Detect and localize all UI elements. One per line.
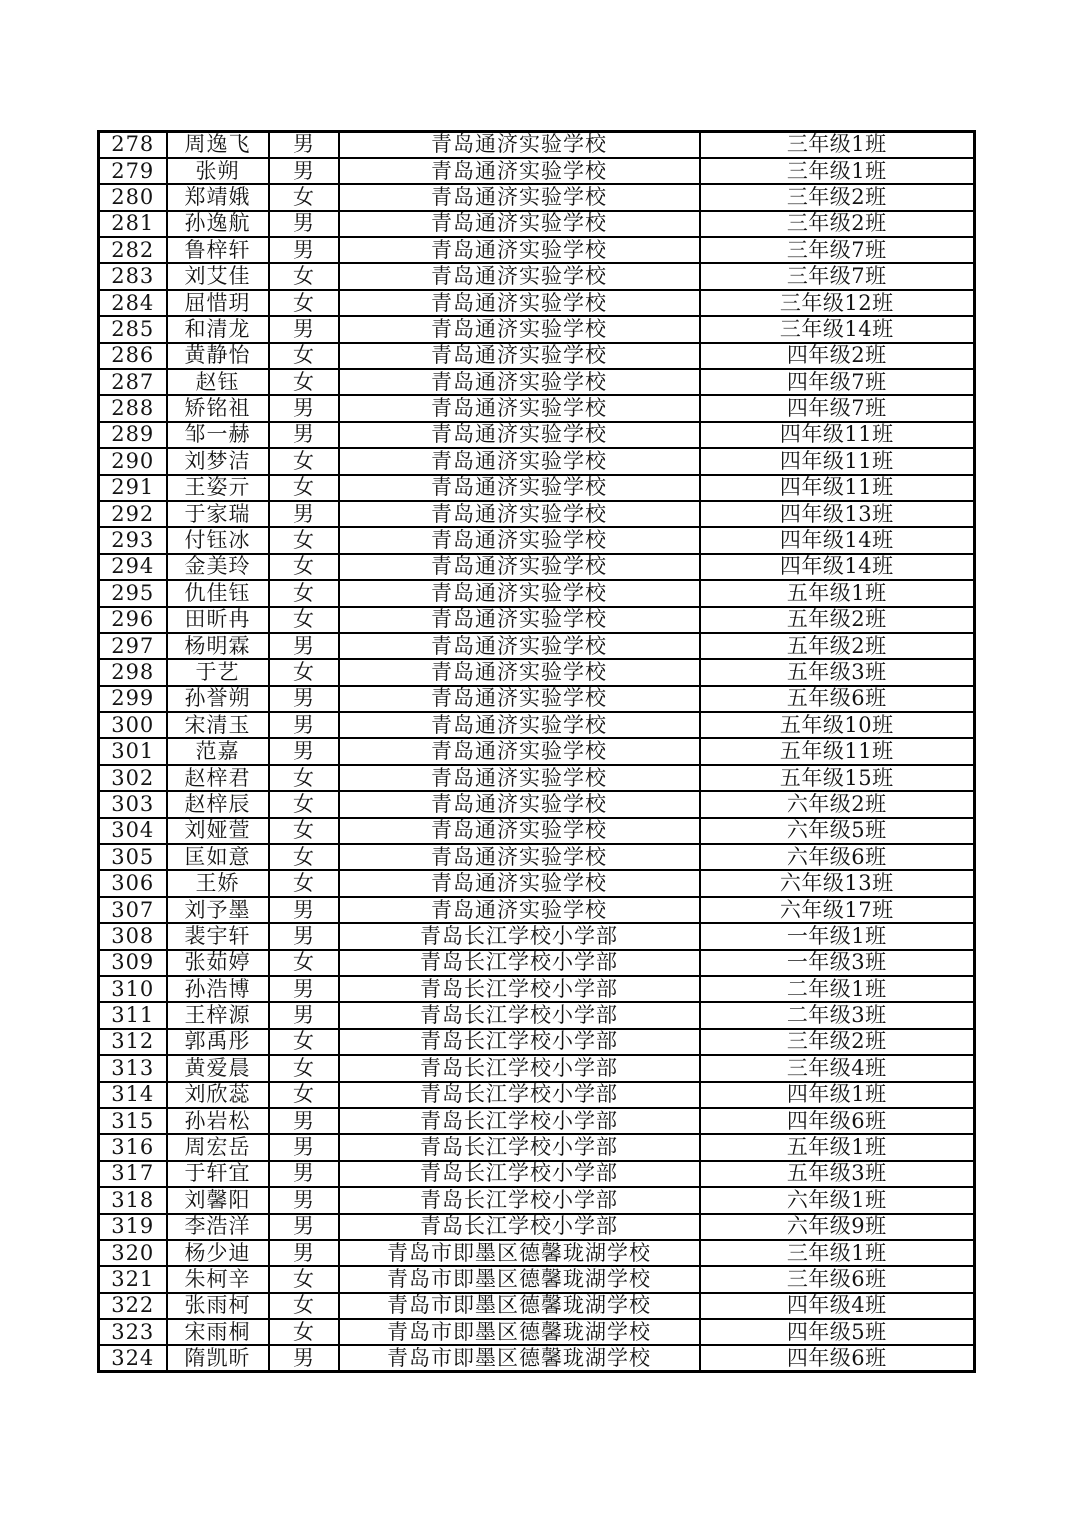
cell-school: 青岛长江学校小学部 [339,1002,700,1028]
cell-student-name: 孙岩松 [167,1108,269,1134]
cell-serial-number: 281 [99,211,167,237]
cell-student-name: 张雨柯 [167,1293,269,1319]
table-row [99,1134,975,1160]
cell-class: 五年级2班 [700,607,975,633]
cell-class: 六年级1班 [700,1187,975,1213]
cell-class: 二年级1班 [700,976,975,1002]
cell-student-name: 周逸飞 [167,132,269,158]
cell-gender: 男 [269,1161,339,1187]
cell-class: 四年级11班 [700,422,975,448]
cell-serial-number: 318 [99,1187,167,1213]
cell-student-name: 赵梓君 [167,765,269,791]
cell-student-name: 和清龙 [167,316,269,342]
cell-student-name: 黄静怡 [167,343,269,369]
cell-gender: 男 [269,1108,339,1134]
cell-student-name: 王姿亓 [167,475,269,501]
cell-serial-number: 324 [99,1345,167,1371]
cell-student-name: 赵钰 [167,369,269,395]
cell-gender: 女 [269,263,339,289]
cell-school: 青岛通济实验学校 [339,659,700,685]
cell-school: 青岛通济实验学校 [339,132,700,158]
cell-serial-number: 290 [99,448,167,474]
cell-student-name: 杨明霖 [167,633,269,659]
cell-student-name: 刘欣蕊 [167,1082,269,1108]
cell-school: 青岛长江学校小学部 [339,1082,700,1108]
cell-serial-number: 308 [99,923,167,949]
cell-serial-number: 310 [99,976,167,1002]
cell-serial-number: 322 [99,1293,167,1319]
cell-student-name: 付钰冰 [167,527,269,553]
cell-serial-number: 286 [99,343,167,369]
cell-serial-number: 289 [99,422,167,448]
table-row [99,633,975,659]
table-row [99,1214,975,1240]
cell-school: 青岛通济实验学校 [339,422,700,448]
cell-class: 四年级14班 [700,527,975,553]
cell-student-name: 宋雨桐 [167,1319,269,1345]
table-row [99,765,975,791]
table-row [99,448,975,474]
table-row [99,1161,975,1187]
table-row [99,422,975,448]
cell-class: 五年级3班 [700,1161,975,1187]
cell-school: 青岛长江学校小学部 [339,923,700,949]
cell-class: 三年级4班 [700,1055,975,1081]
cell-serial-number: 287 [99,369,167,395]
cell-student-name: 张茹婷 [167,950,269,976]
cell-student-name: 刘予墨 [167,897,269,923]
table-row [99,501,975,527]
cell-gender: 男 [269,1345,339,1371]
cell-serial-number: 314 [99,1082,167,1108]
cell-class: 三年级1班 [700,158,975,184]
cell-student-name: 屈惜玥 [167,290,269,316]
cell-serial-number: 304 [99,818,167,844]
cell-school: 青岛长江学校小学部 [339,1029,700,1055]
cell-class: 四年级14班 [700,554,975,580]
cell-student-name: 于轩宜 [167,1161,269,1187]
table-row [99,1345,975,1371]
cell-school: 青岛市即墨区德馨珑湖学校 [339,1293,700,1319]
cell-serial-number: 295 [99,580,167,606]
cell-serial-number: 303 [99,791,167,817]
cell-class: 四年级11班 [700,475,975,501]
cell-serial-number: 320 [99,1240,167,1266]
cell-student-name: 赵梓辰 [167,791,269,817]
cell-gender: 男 [269,395,339,421]
cell-gender: 男 [269,1240,339,1266]
cell-student-name: 矫铭祖 [167,395,269,421]
cell-class: 三年级7班 [700,263,975,289]
cell-serial-number: 288 [99,395,167,421]
cell-serial-number: 313 [99,1055,167,1081]
cell-school: 青岛通济实验学校 [339,712,700,738]
cell-gender: 女 [269,184,339,210]
cell-school: 青岛通济实验学校 [339,765,700,791]
cell-school: 青岛通济实验学校 [339,475,700,501]
cell-student-name: 裴宇轩 [167,923,269,949]
cell-serial-number: 293 [99,527,167,553]
table-row [99,659,975,685]
cell-class: 三年级2班 [700,211,975,237]
cell-school: 青岛长江学校小学部 [339,1108,700,1134]
cell-gender: 女 [269,950,339,976]
cell-serial-number: 279 [99,158,167,184]
cell-gender: 男 [269,976,339,1002]
cell-gender: 女 [269,1266,339,1292]
cell-student-name: 金美玲 [167,554,269,580]
cell-school: 青岛长江学校小学部 [339,1055,700,1081]
cell-gender: 女 [269,1029,339,1055]
cell-class: 六年级6班 [700,844,975,870]
table-row [99,950,975,976]
cell-class: 五年级15班 [700,765,975,791]
cell-class: 四年级13班 [700,501,975,527]
table-row [99,554,975,580]
cell-school: 青岛通济实验学校 [339,316,700,342]
cell-class: 六年级5班 [700,818,975,844]
cell-gender: 女 [269,475,339,501]
cell-gender: 女 [269,1082,339,1108]
cell-school: 青岛市即墨区德馨珑湖学校 [339,1240,700,1266]
cell-gender: 女 [269,765,339,791]
cell-gender: 女 [269,580,339,606]
cell-gender: 男 [269,712,339,738]
table-row [99,1082,975,1108]
cell-class: 三年级2班 [700,1029,975,1055]
table-row [99,1002,975,1028]
cell-student-name: 刘艾佳 [167,263,269,289]
cell-serial-number: 316 [99,1134,167,1160]
cell-class: 五年级2班 [700,633,975,659]
cell-class: 五年级10班 [700,712,975,738]
cell-gender: 女 [269,1293,339,1319]
cell-gender: 女 [269,818,339,844]
table-row [99,738,975,764]
cell-school: 青岛长江学校小学部 [339,1214,700,1240]
cell-student-name: 孙誉朔 [167,686,269,712]
cell-school: 青岛通济实验学校 [339,501,700,527]
cell-gender: 男 [269,501,339,527]
table-row [99,844,975,870]
cell-school: 青岛市即墨区德馨珑湖学校 [339,1266,700,1292]
cell-student-name: 田昕冉 [167,607,269,633]
cell-school: 青岛长江学校小学部 [339,1187,700,1213]
cell-school: 青岛长江学校小学部 [339,950,700,976]
cell-class: 六年级13班 [700,870,975,896]
cell-class: 四年级6班 [700,1345,975,1371]
cell-class: 五年级11班 [700,738,975,764]
cell-gender: 男 [269,633,339,659]
table-row [99,686,975,712]
cell-gender: 女 [269,527,339,553]
cell-class: 四年级1班 [700,1082,975,1108]
cell-serial-number: 312 [99,1029,167,1055]
cell-gender: 女 [269,1319,339,1345]
cell-serial-number: 317 [99,1161,167,1187]
cell-school: 青岛长江学校小学部 [339,1134,700,1160]
cell-serial-number: 323 [99,1319,167,1345]
cell-class: 四年级6班 [700,1108,975,1134]
table-row [99,395,975,421]
cell-school: 青岛通济实验学校 [339,738,700,764]
cell-school: 青岛通济实验学校 [339,290,700,316]
cell-school: 青岛通济实验学校 [339,184,700,210]
cell-class: 五年级1班 [700,1134,975,1160]
cell-school: 青岛通济实验学校 [339,791,700,817]
cell-gender: 男 [269,1002,339,1028]
cell-school: 青岛通济实验学校 [339,395,700,421]
table-row [99,184,975,210]
cell-student-name: 宋清玉 [167,712,269,738]
cell-student-name: 王娇 [167,870,269,896]
table-row [99,712,975,738]
cell-serial-number: 309 [99,950,167,976]
table-row [99,316,975,342]
cell-class: 四年级7班 [700,395,975,421]
table-row [99,870,975,896]
table-row [99,1187,975,1213]
cell-school: 青岛长江学校小学部 [339,976,700,1002]
cell-serial-number: 282 [99,237,167,263]
cell-serial-number: 319 [99,1214,167,1240]
cell-gender: 男 [269,923,339,949]
cell-serial-number: 297 [99,633,167,659]
cell-school: 青岛通济实验学校 [339,686,700,712]
cell-gender: 男 [269,422,339,448]
roster-body [99,132,975,1372]
table-row [99,237,975,263]
cell-school: 青岛市即墨区德馨珑湖学校 [339,1345,700,1371]
cell-gender: 女 [269,607,339,633]
cell-serial-number: 280 [99,184,167,210]
cell-gender: 女 [269,343,339,369]
cell-school: 青岛通济实验学校 [339,448,700,474]
table-row [99,607,975,633]
cell-student-name: 鲁梓轩 [167,237,269,263]
table-row [99,1029,975,1055]
cell-school: 青岛通济实验学校 [339,554,700,580]
cell-serial-number: 294 [99,554,167,580]
table-row [99,527,975,553]
cell-student-name: 孙浩博 [167,976,269,1002]
table-row [99,1055,975,1081]
cell-serial-number: 306 [99,870,167,896]
cell-student-name: 邹一赫 [167,422,269,448]
cell-class: 三年级7班 [700,237,975,263]
cell-class: 六年级9班 [700,1214,975,1240]
cell-student-name: 隋凯昕 [167,1345,269,1371]
cell-gender: 女 [269,1055,339,1081]
cell-student-name: 孙逸航 [167,211,269,237]
cell-school: 青岛通济实验学校 [339,580,700,606]
cell-school: 青岛通济实验学校 [339,870,700,896]
table-row [99,211,975,237]
cell-gender: 男 [269,237,339,263]
cell-gender: 女 [269,448,339,474]
cell-school: 青岛通济实验学校 [339,818,700,844]
cell-class: 六年级2班 [700,791,975,817]
cell-school: 青岛通济实验学校 [339,527,700,553]
cell-class: 四年级4班 [700,1293,975,1319]
table-row [99,1293,975,1319]
cell-gender: 男 [269,738,339,764]
cell-serial-number: 291 [99,475,167,501]
cell-serial-number: 311 [99,1002,167,1028]
table-row [99,1319,975,1345]
cell-class: 四年级11班 [700,448,975,474]
cell-student-name: 匡如意 [167,844,269,870]
cell-serial-number: 285 [99,316,167,342]
cell-serial-number: 296 [99,607,167,633]
cell-serial-number: 321 [99,1266,167,1292]
cell-student-name: 于家瑞 [167,501,269,527]
cell-gender: 男 [269,1214,339,1240]
cell-gender: 男 [269,1187,339,1213]
cell-class: 六年级17班 [700,897,975,923]
cell-gender: 女 [269,554,339,580]
cell-student-name: 朱柯辛 [167,1266,269,1292]
cell-serial-number: 305 [99,844,167,870]
cell-class: 四年级7班 [700,369,975,395]
table-row [99,791,975,817]
table-row [99,1240,975,1266]
cell-serial-number: 298 [99,659,167,685]
cell-gender: 男 [269,1134,339,1160]
cell-class: 三年级12班 [700,290,975,316]
cell-serial-number: 301 [99,738,167,764]
cell-class: 四年级5班 [700,1319,975,1345]
cell-serial-number: 284 [99,290,167,316]
cell-serial-number: 283 [99,263,167,289]
cell-gender: 女 [269,870,339,896]
cell-student-name: 杨少迪 [167,1240,269,1266]
cell-school: 青岛通济实验学校 [339,211,700,237]
student-roster-table [97,130,976,1373]
cell-student-name: 王梓源 [167,1002,269,1028]
table-row [99,1108,975,1134]
cell-student-name: 刘馨阳 [167,1187,269,1213]
cell-student-name: 黄爱晨 [167,1055,269,1081]
table-row [99,976,975,1002]
cell-school: 青岛通济实验学校 [339,897,700,923]
table-row [99,923,975,949]
cell-gender: 男 [269,686,339,712]
cell-class: 三年级2班 [700,184,975,210]
cell-school: 青岛通济实验学校 [339,158,700,184]
cell-gender: 女 [269,659,339,685]
cell-gender: 女 [269,369,339,395]
cell-school: 青岛市即墨区德馨珑湖学校 [339,1319,700,1345]
cell-school: 青岛通济实验学校 [339,607,700,633]
cell-serial-number: 307 [99,897,167,923]
cell-class: 三年级14班 [700,316,975,342]
cell-school: 青岛长江学校小学部 [339,1161,700,1187]
cell-class: 五年级6班 [700,686,975,712]
cell-student-name: 张朔 [167,158,269,184]
cell-school: 青岛通济实验学校 [339,633,700,659]
cell-class: 五年级3班 [700,659,975,685]
cell-student-name: 范嘉 [167,738,269,764]
cell-serial-number: 292 [99,501,167,527]
cell-gender: 男 [269,132,339,158]
cell-student-name: 李浩洋 [167,1214,269,1240]
cell-student-name: 于艺 [167,659,269,685]
table-row [99,580,975,606]
cell-serial-number: 300 [99,712,167,738]
table-row [99,1266,975,1292]
table-row [99,897,975,923]
cell-school: 青岛通济实验学校 [339,343,700,369]
cell-gender: 男 [269,897,339,923]
table-row [99,158,975,184]
cell-class: 一年级3班 [700,950,975,976]
cell-school: 青岛通济实验学校 [339,263,700,289]
cell-class: 三年级6班 [700,1266,975,1292]
cell-student-name: 仇佳钰 [167,580,269,606]
cell-student-name: 郑靖娥 [167,184,269,210]
cell-gender: 女 [269,844,339,870]
cell-gender: 男 [269,211,339,237]
cell-class: 四年级2班 [700,343,975,369]
cell-class: 三年级1班 [700,1240,975,1266]
table-row [99,369,975,395]
table-row [99,290,975,316]
table-row [99,132,975,158]
cell-school: 青岛通济实验学校 [339,237,700,263]
cell-student-name: 刘娅萱 [167,818,269,844]
cell-gender: 男 [269,158,339,184]
cell-class: 三年级1班 [700,132,975,158]
cell-serial-number: 299 [99,686,167,712]
cell-serial-number: 278 [99,132,167,158]
cell-student-name: 郭禹彤 [167,1029,269,1055]
table-row [99,263,975,289]
cell-student-name: 周宏岳 [167,1134,269,1160]
cell-class: 一年级1班 [700,923,975,949]
cell-serial-number: 302 [99,765,167,791]
table-row [99,818,975,844]
cell-gender: 女 [269,290,339,316]
table-row [99,343,975,369]
cell-gender: 女 [269,791,339,817]
table-row [99,475,975,501]
cell-class: 五年级1班 [700,580,975,606]
cell-gender: 男 [269,316,339,342]
cell-class: 二年级3班 [700,1002,975,1028]
cell-school: 青岛通济实验学校 [339,844,700,870]
cell-serial-number: 315 [99,1108,167,1134]
cell-school: 青岛通济实验学校 [339,369,700,395]
cell-student-name: 刘梦洁 [167,448,269,474]
